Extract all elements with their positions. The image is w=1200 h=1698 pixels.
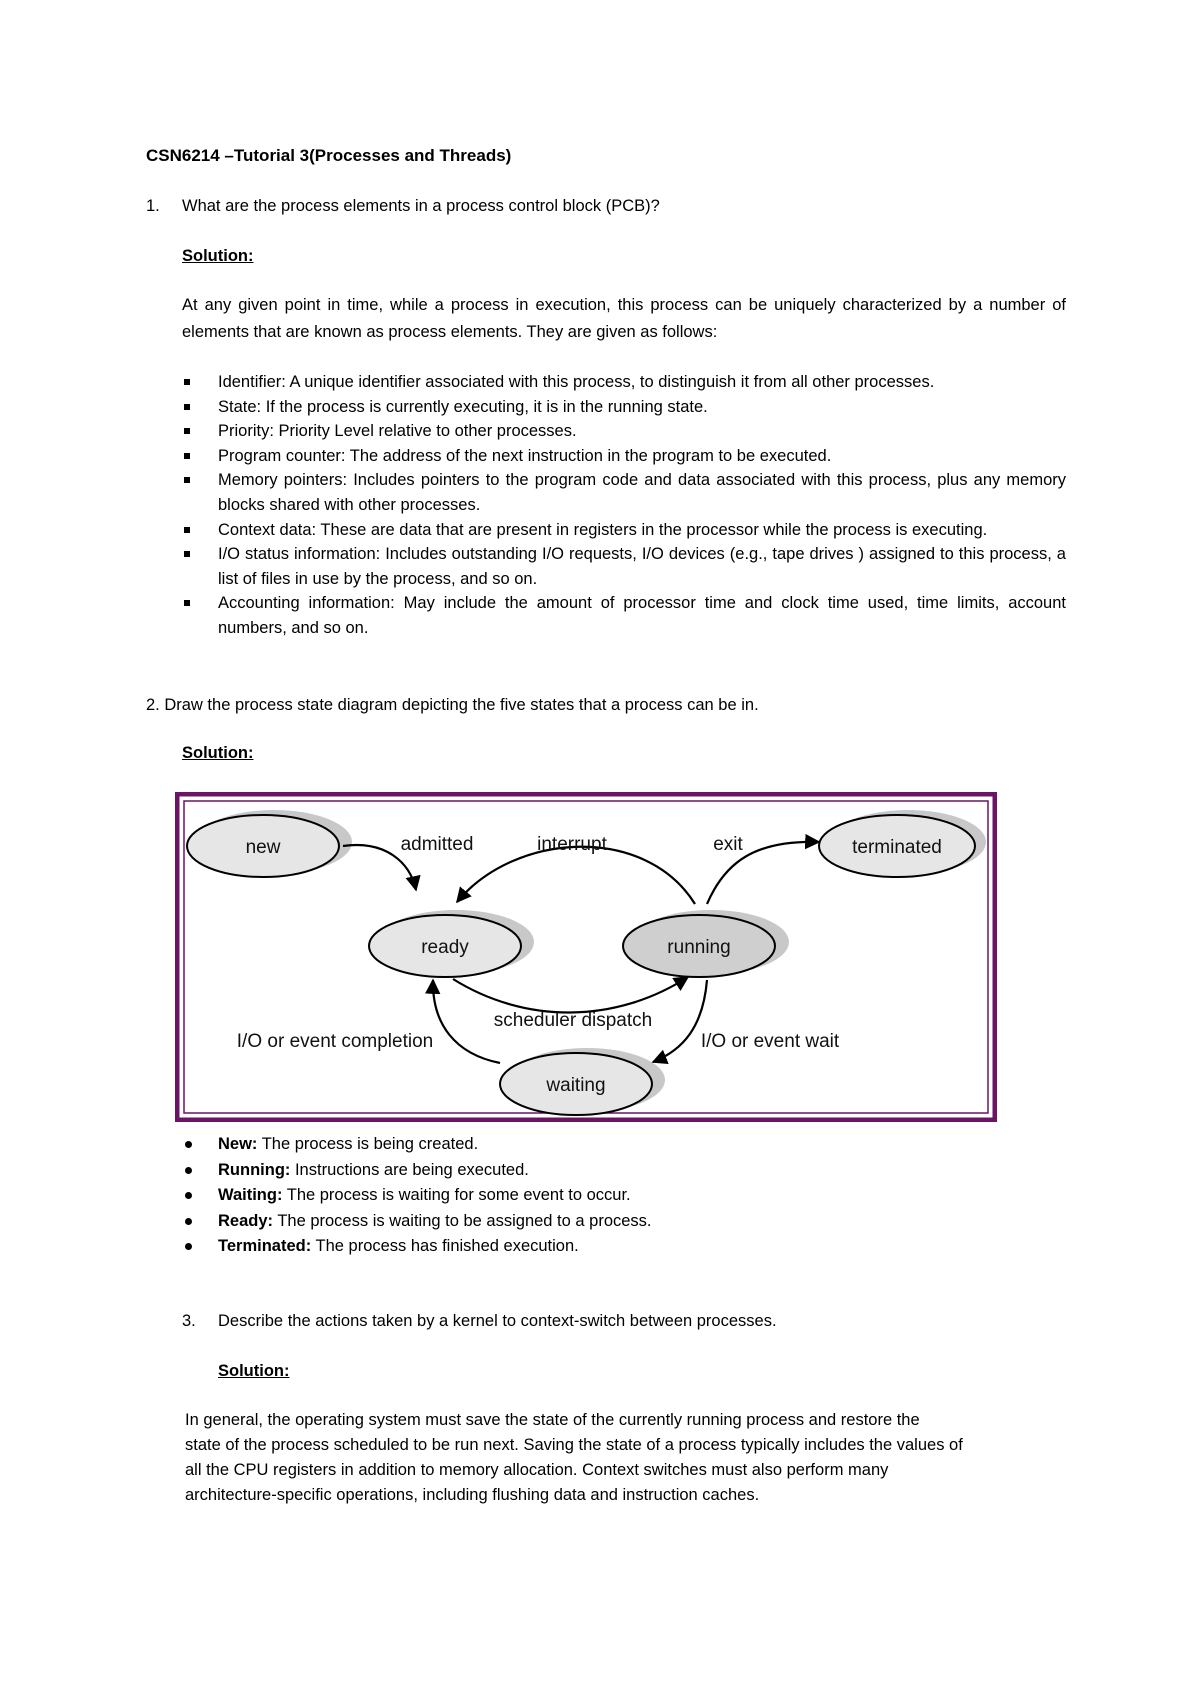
- list-item-text: Program counter: The address of the next instruction in the program to be executed.: [218, 446, 832, 465]
- q1-number: 1.: [146, 197, 160, 215]
- round-bullet-icon: [185, 1218, 192, 1225]
- list-item: [182, 542, 1066, 591]
- transition-label-io-wait: I/O or event wait: [700, 1031, 840, 1052]
- list-item-text: Memory pointers: Includes pointers to the program code and data associated with this process, plus any memory blocks shared with other processes.: [218, 471, 1066, 514]
- list-item: [182, 1132, 652, 1158]
- transition-label-admitted: admitted: [400, 834, 474, 855]
- answer-line: state of the process scheduled to be run next. Saving the state of a process typically includes the values of: [185, 1436, 963, 1454]
- square-bullet-icon: [184, 428, 190, 434]
- round-bullet-icon: [185, 1192, 192, 1199]
- pcb-elements-list: [182, 370, 1066, 641]
- definition-text: The process is waiting for some event to occur.: [282, 1186, 631, 1204]
- definition-text: The process is being created.: [257, 1135, 479, 1153]
- answer-line: In general, the operating system must save the state of the currently running process and restore the: [185, 1411, 920, 1429]
- list-item: [182, 1234, 652, 1260]
- list-item-text: State: If the process is currently executing, it is in the running state.: [218, 397, 708, 416]
- list-item: [182, 1183, 652, 1209]
- state-label-new: new: [245, 837, 281, 858]
- document-title: CSN6214 –Tutorial 3(Processes and Threads): [146, 146, 512, 165]
- io-completion-arrow: [433, 980, 500, 1063]
- square-bullet-icon: [184, 404, 190, 410]
- list-item: [182, 370, 1066, 395]
- answer-line: architecture-specific operations, including flushing data and instruction caches.: [185, 1486, 760, 1504]
- state-label-terminated: terminated: [852, 837, 942, 858]
- list-item: [182, 468, 1066, 517]
- q3-answer-paragraph: [185, 1408, 1065, 1508]
- definition-term: New:: [218, 1135, 258, 1153]
- q1-question: What are the process elements in a process control block (PCB)?: [182, 197, 660, 215]
- interrupt-arrow: [457, 847, 695, 904]
- round-bullet-icon: [185, 1243, 192, 1250]
- definition-term: Ready:: [218, 1211, 274, 1230]
- q1-intro-paragraph: At any given point in time, while a process in execution, this process can be uniquely characterized by a number of elements that are known as process elements. They are given as follows:: [182, 296, 1066, 341]
- list-item: [182, 1209, 652, 1235]
- square-bullet-icon: [184, 379, 190, 385]
- q2-question: 2. Draw the process state diagram depicting the five states that a process can be in.: [146, 696, 759, 714]
- square-bullet-icon: [184, 477, 190, 483]
- list-item-text: Priority: Priority Level relative to other processes.: [218, 422, 577, 441]
- q3-number: 3.: [182, 1312, 196, 1330]
- definition-text: The process has finished execution.: [311, 1237, 579, 1255]
- list-item-text: Identifier: A unique identifier associated with this process, to distinguish it from all other processes.: [218, 373, 935, 391]
- q3-solution-label: Solution:: [218, 1362, 290, 1380]
- answer-line: all the CPU registers in addition to memory allocation. Context switches must also perform many: [185, 1461, 889, 1479]
- process-state-diagram: [175, 792, 997, 1122]
- q1-solution-label: Solution:: [182, 247, 254, 265]
- definition-term: Waiting:: [218, 1186, 283, 1204]
- state-label-waiting: waiting: [546, 1075, 606, 1096]
- square-bullet-icon: [184, 551, 190, 557]
- list-item: [182, 419, 1066, 444]
- round-bullet-icon: [185, 1167, 192, 1174]
- list-item: [182, 518, 1066, 543]
- transition-label-scheduler-dispatch: scheduler dispatch: [493, 1010, 653, 1031]
- square-bullet-icon: [184, 527, 190, 533]
- transition-label-io-completion: I/O or event completion: [236, 1031, 434, 1052]
- q3-question: Describe the actions taken by a kernel to context-switch between processes.: [218, 1312, 777, 1330]
- scheduler-dispatch-arrow: [453, 977, 688, 1013]
- list-item-text: I/O status information: Includes outstanding I/O requests, I/O devices (e.g., tape drives ) assigned to this process, a list of files in use by the process, and so on.: [218, 545, 1066, 588]
- definition-text: The process is waiting to be assigned to a process.: [273, 1211, 652, 1230]
- list-item: [182, 444, 1066, 469]
- state-definitions-list: [182, 1132, 652, 1260]
- list-item-text: Accounting information: May include the amount of processor time and clock time used, time limits, account numbers, and so on.: [218, 594, 1066, 637]
- list-item: [182, 591, 1066, 640]
- definition-term: Running:: [218, 1160, 291, 1179]
- round-bullet-icon: [185, 1141, 192, 1148]
- state-label-running: running: [667, 937, 731, 958]
- square-bullet-icon: [184, 600, 190, 606]
- transition-label-interrupt: interrupt: [537, 834, 607, 855]
- square-bullet-icon: [184, 453, 190, 459]
- list-item-text: Context data: These are data that are present in registers in the processor while the process is executing.: [218, 520, 988, 539]
- state-label-ready: ready: [421, 937, 469, 958]
- definition-term: Terminated:: [218, 1237, 312, 1255]
- list-item: [182, 1158, 652, 1184]
- list-item: [182, 395, 1066, 420]
- definition-text: Instructions are being executed.: [290, 1160, 529, 1179]
- q2-solution-label: Solution:: [182, 744, 254, 762]
- transition-label-exit: exit: [713, 834, 743, 855]
